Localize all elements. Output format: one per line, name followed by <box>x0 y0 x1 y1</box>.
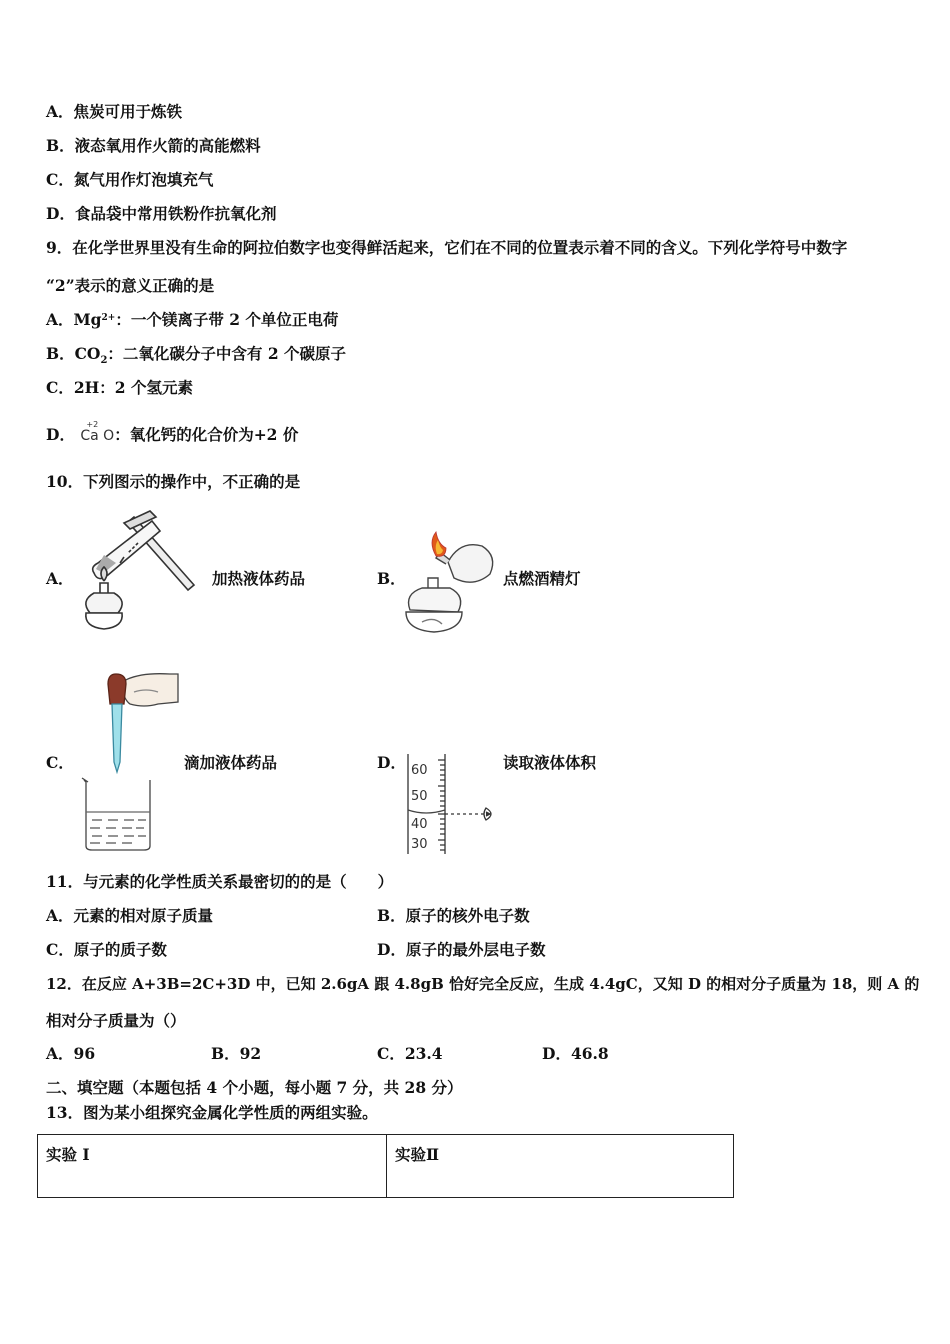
q12-stem-line2: 相对分子质量为（） <box>46 1011 186 1030</box>
q10-option-d-caption: 读取液体体积 <box>503 753 597 772</box>
q8-option-a: A．焦炭可用于炼铁 <box>46 102 183 121</box>
q12-option-d: D．46.8 <box>542 1044 609 1063</box>
q10-option-a-letter: A． <box>46 569 74 588</box>
alcohol-lamp-lighting-illustration <box>402 530 502 640</box>
q11-stem: 11．与元素的化学性质关系最密切的的是（ ） <box>46 872 394 891</box>
heating-test-tube-illustration <box>76 505 206 635</box>
q10-option-a-caption: 加热液体药品 <box>212 569 306 588</box>
table-header-experiment-1: 实验 I <box>38 1135 387 1198</box>
q8-option-d: D．食品袋中常用铁粉作抗氧化剂 <box>46 204 277 223</box>
q10-option-b-caption: 点燃酒精灯 <box>503 569 581 588</box>
q10-option-c-letter: C． <box>46 753 74 772</box>
cylinder-tick-60: 60 <box>411 763 428 778</box>
q11-option-a: A．元素的相对原子质量 <box>46 906 214 925</box>
q9-option-a: A．$Mg^{2+}$：一个镁离子带 2 个单位正电荷 <box>46 310 339 329</box>
cylinder-tick-50: 50 <box>411 789 428 804</box>
q12-stem-line1: 12．在反应 A+3B=2C+3D 中，已知 2.6gA 跟 4.8gB 恰好完全反应，生成 4.4gC，又知 D 的相对分子质量为 18，则 A 的 <box>46 975 920 993</box>
cylinder-tick-40: 40 <box>411 817 428 832</box>
q8-option-b: B．液态氧用作火箭的高能燃料 <box>46 136 261 155</box>
q12-option-c: C．23.4 <box>377 1044 443 1063</box>
dropper-beaker-illustration <box>78 668 188 858</box>
q13-stem: 13．图为某小组探究金属化学性质的两组实验。 <box>46 1103 378 1122</box>
q10-option-c-caption: 滴加液体药品 <box>184 753 278 772</box>
q11-option-b: B．原子的核外电子数 <box>377 906 530 925</box>
q9-option-b: B．$CO_2$：二氧化碳分子中含有 2 个碳原子 <box>46 344 347 367</box>
q11-option-c: C．原子的质子数 <box>46 940 167 959</box>
q10-option-b-letter: B． <box>377 569 406 588</box>
q12-option-b: B．92 <box>211 1044 262 1063</box>
table-header-experiment-2: 实验Ⅱ <box>387 1135 734 1198</box>
q9-stem-line1: 9．在化学世界里没有生命的阿拉伯数字也变得鲜活起来，它们在不同的位置表示着不同的含义。下列化学符号中数字 <box>46 238 848 257</box>
graduated-cylinder-illustration <box>402 752 512 862</box>
q8-option-c: C．氮气用作灯泡填充气 <box>46 170 214 189</box>
q13-experiment-table <box>37 1134 734 1198</box>
q12-option-a: A．96 <box>46 1044 96 1063</box>
q9-option-c: C．2H：2 个氢元素 <box>46 378 193 397</box>
q10-stem: 10．下列图示的操作中，不正确的是 <box>46 472 301 491</box>
section2-heading: 二、填空题（本题包括 4 个小题，每小题 7 分，共 28 分） <box>46 1078 463 1097</box>
q9-stem-line2: “2”表示的意义正确的是 <box>46 276 215 295</box>
q11-option-d: D．原子的最外层电子数 <box>377 940 546 959</box>
cylinder-tick-30: 30 <box>411 837 428 852</box>
cao-formula: +2 Ca O <box>80 420 115 444</box>
q9-option-d: D． +2 Ca O：氧化钙的化合价为+2 价 <box>46 420 299 444</box>
q10-option-d-letter: D． <box>377 753 406 772</box>
